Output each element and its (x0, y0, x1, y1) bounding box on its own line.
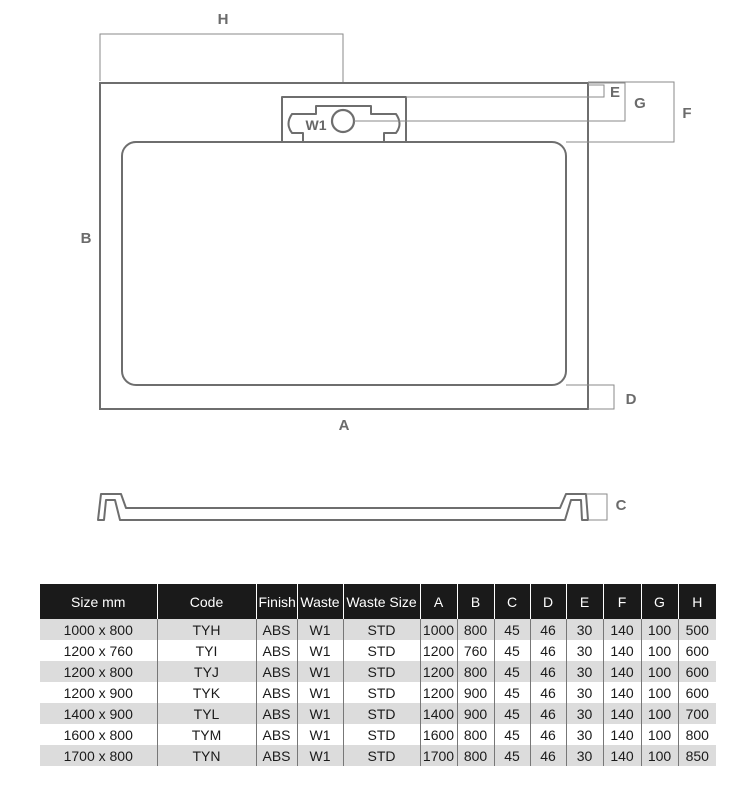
tray-basin (122, 142, 566, 385)
header-d: D (530, 584, 566, 619)
cell: 600 (678, 640, 716, 661)
cell: 1400 x 900 (40, 703, 157, 724)
cell: 800 (678, 724, 716, 745)
cell: STD (343, 703, 420, 724)
cell: 46 (530, 640, 566, 661)
header-waste: Waste (297, 584, 343, 619)
cell: 140 (603, 703, 641, 724)
cell: 30 (566, 703, 603, 724)
cell: 100 (641, 682, 678, 703)
cell: 45 (494, 682, 530, 703)
cell: 30 (566, 619, 603, 640)
cell: 500 (678, 619, 716, 640)
cell: 1200 (420, 661, 457, 682)
label-e: E (609, 84, 621, 101)
cell: W1 (297, 640, 343, 661)
cell: 30 (566, 661, 603, 682)
cell: 46 (530, 703, 566, 724)
cell: 1700 x 800 (40, 745, 157, 766)
cell: 30 (566, 724, 603, 745)
cell: ABS (256, 619, 297, 640)
waste-outlet (332, 110, 354, 132)
table-row (40, 724, 716, 745)
header-code: Code (157, 584, 256, 619)
cell: 900 (457, 703, 494, 724)
cell: 800 (457, 724, 494, 745)
cell: ABS (256, 661, 297, 682)
header-size: Size mm (40, 584, 157, 619)
cell: 140 (603, 745, 641, 766)
cell: 45 (494, 703, 530, 724)
cell: TYL (157, 703, 256, 724)
cell: TYI (157, 640, 256, 661)
cell: 1000 (420, 619, 457, 640)
cell: 1200 x 760 (63, 642, 133, 659)
cell: 140 (603, 682, 641, 703)
tray-cross-section (98, 494, 588, 520)
cell: 700 (678, 703, 716, 724)
cell: ABS (256, 640, 297, 661)
cell: W1 (297, 703, 343, 724)
label-h: H (217, 11, 229, 28)
cell: 1200 x 800 (40, 661, 157, 682)
header-h: H (678, 584, 716, 619)
cell: 100 (641, 661, 678, 682)
cell: 600 (678, 682, 716, 703)
cell: ABS (256, 703, 297, 724)
cell: 600 (678, 661, 716, 682)
cell: 30 (566, 745, 603, 766)
cell: 30 (566, 640, 603, 661)
cell: 46 (530, 724, 566, 745)
cell: 45 (494, 640, 530, 661)
cell: 1700 (420, 745, 457, 766)
table-row (40, 640, 716, 661)
cell: ABS (256, 724, 297, 745)
cell: W1 (297, 682, 343, 703)
cell: 46 (530, 682, 566, 703)
cell: 800 (457, 619, 494, 640)
cell: STD (343, 745, 420, 766)
header-finish: Finish (256, 584, 297, 619)
table-header-row (40, 584, 716, 619)
cell: STD (343, 619, 420, 640)
cell: 45 (494, 724, 530, 745)
cell: 800 (457, 745, 494, 766)
label-f: F (682, 105, 692, 122)
cell: 760 (457, 640, 494, 661)
cell: TYK (157, 682, 256, 703)
table-row (40, 745, 716, 766)
cell: 45 (494, 661, 530, 682)
cell: 1600 (420, 724, 457, 745)
header-a: A (420, 584, 457, 619)
cell: 1000 x 800 (40, 619, 157, 640)
cell: STD (343, 661, 420, 682)
cell: 1200 x 900 (63, 684, 133, 701)
cell: 850 (678, 745, 716, 766)
cell: 100 (641, 745, 678, 766)
cell: 45 (494, 619, 530, 640)
cell: W1 (297, 619, 343, 640)
cell: W1 (297, 745, 343, 766)
table-row (40, 682, 716, 703)
label-w1: W1 (305, 117, 327, 133)
label-d: D (625, 391, 637, 408)
cell: STD (343, 724, 420, 745)
cell: TYM (157, 724, 256, 745)
cell: ABS (256, 745, 297, 766)
cell: 900 (457, 682, 494, 703)
label-g: G (634, 95, 646, 112)
cell: STD (343, 640, 420, 661)
cell: 100 (641, 703, 678, 724)
label-b: B (80, 230, 92, 247)
cell: 1200 (420, 682, 457, 703)
header-g: G (641, 584, 678, 619)
cell: ABS (256, 682, 297, 703)
cell: 100 (641, 724, 678, 745)
header-waste-size: Waste Size (343, 584, 420, 619)
specification-table (40, 584, 716, 766)
cell: 140 (603, 640, 641, 661)
cell: 46 (530, 619, 566, 640)
cell: 46 (530, 661, 566, 682)
cell: TYN (157, 745, 256, 766)
cell: 46 (530, 745, 566, 766)
cell: 140 (603, 724, 641, 745)
label-c: C (615, 497, 627, 514)
header-e: E (566, 584, 603, 619)
cell: 30 (566, 682, 603, 703)
header-c: C (494, 584, 530, 619)
dimension-c-line (586, 494, 607, 520)
cell: 45 (494, 745, 530, 766)
cell: 1400 (420, 703, 457, 724)
table-row (40, 619, 716, 640)
cell: 800 (457, 661, 494, 682)
cell: TYH (157, 619, 256, 640)
cell: W1 (297, 724, 343, 745)
cell: 100 (641, 619, 678, 640)
header-b: B (457, 584, 494, 619)
cell: 1200 (420, 640, 457, 661)
cell: STD (343, 682, 420, 703)
cell: 1600 x 800 (63, 726, 133, 743)
label-a: A (338, 417, 350, 434)
cell: 140 (603, 661, 641, 682)
cell: 100 (641, 640, 678, 661)
cell: 140 (603, 619, 641, 640)
cell: W1 (297, 661, 343, 682)
header-f: F (603, 584, 641, 619)
table-row (40, 703, 716, 724)
table-row (40, 661, 716, 682)
cell: TYJ (157, 661, 256, 682)
